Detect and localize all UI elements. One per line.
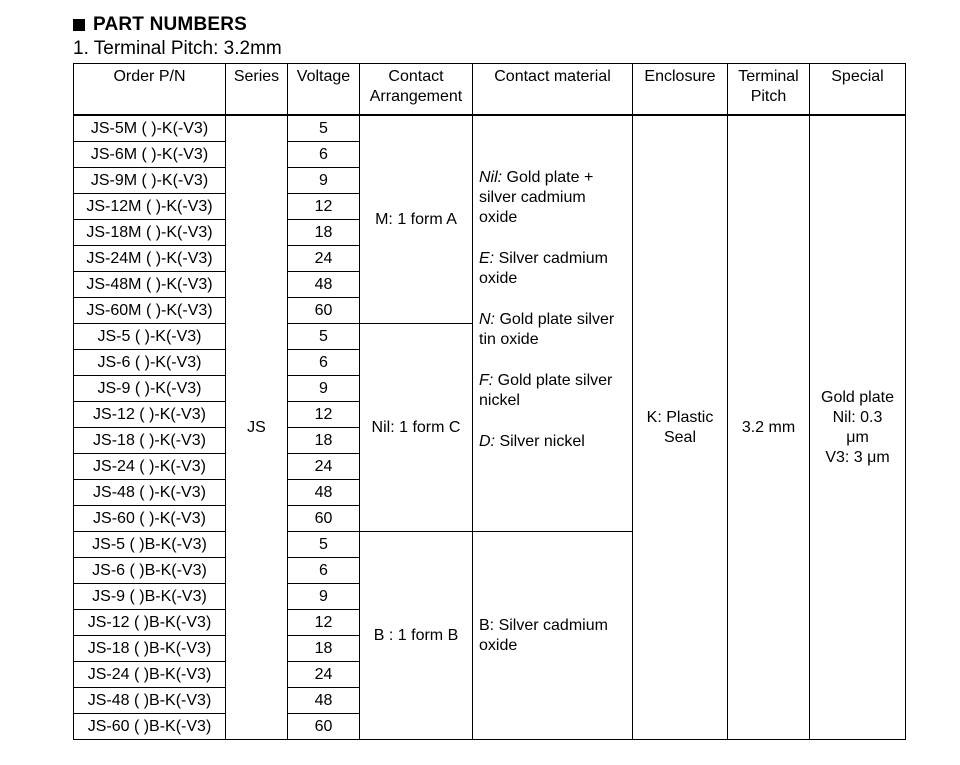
header-voltage: Voltage bbox=[288, 64, 360, 116]
series-cell: JS bbox=[226, 115, 288, 740]
voltage-cell: 9 bbox=[288, 376, 360, 402]
header-enclosure: Enclosure bbox=[633, 64, 728, 116]
voltage-cell: 24 bbox=[288, 454, 360, 480]
special-line1: Gold plate bbox=[821, 388, 894, 406]
voltage-cell: 18 bbox=[288, 428, 360, 454]
order-pn-cell: JS-18 ( )B-K(-V3) bbox=[74, 636, 226, 662]
header-contact-arrangement-line1: Contact bbox=[388, 68, 444, 85]
material-code: Nil: bbox=[479, 169, 503, 186]
voltage-cell: 5 bbox=[288, 115, 360, 142]
header-contact-arrangement-line2: Arrangement bbox=[369, 88, 463, 105]
material-description: Gold plate silver tin oxide bbox=[479, 311, 615, 348]
contact-material-b-cell: B: Silver cadmium oxide bbox=[473, 532, 633, 740]
order-pn-cell: JS-48M ( )-K(-V3) bbox=[74, 272, 226, 298]
voltage-cell: 9 bbox=[288, 584, 360, 610]
material-description: Silver nickel bbox=[495, 433, 585, 450]
order-pn-cell: JS-60 ( )B-K(-V3) bbox=[74, 714, 226, 740]
voltage-cell: 24 bbox=[288, 246, 360, 272]
material-option bbox=[479, 310, 628, 350]
voltage-cell: 48 bbox=[288, 480, 360, 506]
voltage-cell: 18 bbox=[288, 636, 360, 662]
header-contact-arrangement bbox=[360, 64, 473, 116]
material-option bbox=[479, 432, 628, 452]
arrangement-form-c: Nil: 1 form C bbox=[360, 324, 473, 532]
order-pn-cell: JS-6 ( )B-K(-V3) bbox=[74, 558, 226, 584]
material-code: F: bbox=[479, 372, 494, 389]
order-pn-cell: JS-6 ( )-K(-V3) bbox=[74, 350, 226, 376]
order-pn-cell: JS-6M ( )-K(-V3) bbox=[74, 142, 226, 168]
order-pn-cell: JS-48 ( )-K(-V3) bbox=[74, 480, 226, 506]
material-option bbox=[479, 168, 628, 228]
enclosure-line1: K: Plastic bbox=[646, 408, 714, 426]
header-order-pn: Order P/N bbox=[74, 64, 226, 116]
order-pn-cell: JS-18M ( )-K(-V3) bbox=[74, 220, 226, 246]
voltage-cell: 60 bbox=[288, 506, 360, 532]
material-code: N: bbox=[479, 311, 495, 328]
order-pn-cell: JS-24 ( )B-K(-V3) bbox=[74, 662, 226, 688]
voltage-cell: 6 bbox=[288, 142, 360, 168]
material-description: Silver cadmium oxide bbox=[479, 250, 608, 287]
header-terminal-pitch-line2: Pitch bbox=[750, 88, 787, 105]
voltage-cell: 60 bbox=[288, 714, 360, 740]
material-code: D: bbox=[479, 433, 495, 450]
header-terminal-pitch bbox=[728, 64, 810, 116]
header-special: Special bbox=[810, 64, 906, 116]
voltage-cell: 60 bbox=[288, 298, 360, 324]
material-description: Gold plate silver nickel bbox=[479, 372, 613, 409]
material-code: E: bbox=[479, 250, 495, 267]
material-option bbox=[479, 371, 628, 411]
voltage-cell: 6 bbox=[288, 350, 360, 376]
order-pn-cell: JS-18 ( )-K(-V3) bbox=[74, 428, 226, 454]
voltage-cell: 24 bbox=[288, 662, 360, 688]
enclosure-line2: Seal bbox=[663, 428, 697, 446]
special-cell bbox=[810, 115, 906, 740]
order-pn-cell: JS-12M ( )-K(-V3) bbox=[74, 194, 226, 220]
arrangement-form-b: B : 1 form B bbox=[360, 532, 473, 740]
special-line3: μm bbox=[846, 428, 869, 446]
voltage-cell: 5 bbox=[288, 532, 360, 558]
enclosure-cell bbox=[633, 115, 728, 740]
voltage-cell: 18 bbox=[288, 220, 360, 246]
voltage-cell: 5 bbox=[288, 324, 360, 350]
order-pn-cell: JS-9 ( )B-K(-V3) bbox=[74, 584, 226, 610]
voltage-cell: 6 bbox=[288, 558, 360, 584]
terminal-pitch-cell: 3.2 mm bbox=[728, 115, 810, 740]
part-numbers-table bbox=[73, 63, 906, 740]
arrangement-form-a: M: 1 form A bbox=[360, 115, 473, 324]
order-pn-cell: JS-24M ( )-K(-V3) bbox=[74, 246, 226, 272]
header-terminal-pitch-line1: Terminal bbox=[738, 68, 799, 85]
section-heading bbox=[73, 14, 247, 36]
order-pn-cell: JS-48 ( )B-K(-V3) bbox=[74, 688, 226, 714]
special-line4: V3: 3 μm bbox=[825, 448, 890, 466]
order-pn-cell: JS-5 ( )B-K(-V3) bbox=[74, 532, 226, 558]
square-bullet-icon bbox=[73, 19, 85, 31]
voltage-cell: 48 bbox=[288, 272, 360, 298]
table-row bbox=[74, 115, 906, 142]
voltage-cell: 12 bbox=[288, 402, 360, 428]
section-heading-text: PART NUMBERS bbox=[93, 14, 248, 35]
voltage-cell: 12 bbox=[288, 194, 360, 220]
table-header-row bbox=[74, 64, 906, 116]
order-pn-cell: JS-12 ( )-K(-V3) bbox=[74, 402, 226, 428]
order-pn-cell: JS-12 ( )B-K(-V3) bbox=[74, 610, 226, 636]
voltage-cell: 12 bbox=[288, 610, 360, 636]
voltage-cell: 9 bbox=[288, 168, 360, 194]
material-option bbox=[479, 249, 628, 289]
order-pn-cell: JS-60M ( )-K(-V3) bbox=[74, 298, 226, 324]
order-pn-cell: JS-9M ( )-K(-V3) bbox=[74, 168, 226, 194]
header-series: Series bbox=[226, 64, 288, 116]
special-line2: Nil: 0.3 bbox=[832, 408, 883, 426]
voltage-cell: 48 bbox=[288, 688, 360, 714]
order-pn-cell: JS-5 ( )-K(-V3) bbox=[74, 324, 226, 350]
contact-material-cell bbox=[473, 115, 633, 532]
section-subheading: 1. Terminal Pitch: 3.2mm bbox=[73, 38, 282, 59]
material-description: Gold plate + silver cadmium oxide bbox=[479, 169, 594, 226]
order-pn-cell: JS-24 ( )-K(-V3) bbox=[74, 454, 226, 480]
order-pn-cell: JS-60 ( )-K(-V3) bbox=[74, 506, 226, 532]
order-pn-cell: JS-5M ( )-K(-V3) bbox=[74, 115, 226, 142]
header-contact-material: Contact material bbox=[473, 64, 633, 116]
order-pn-cell: JS-9 ( )-K(-V3) bbox=[74, 376, 226, 402]
